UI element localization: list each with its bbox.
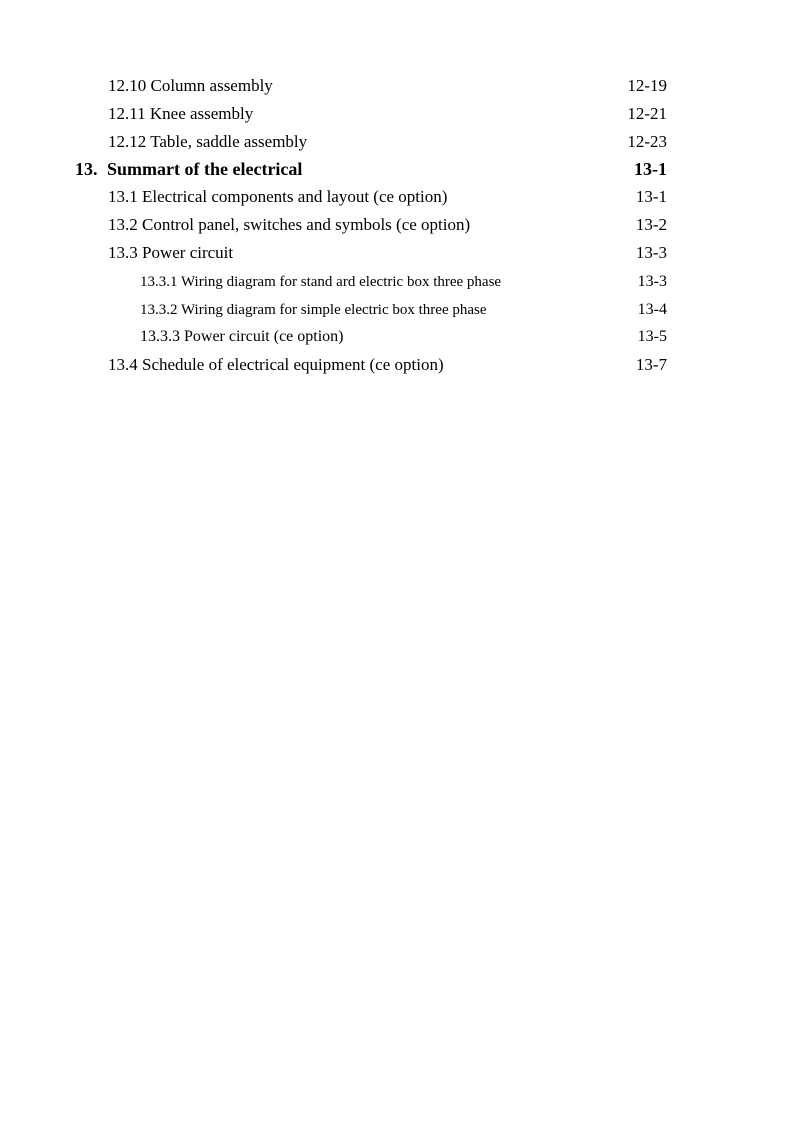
toc-entry-page: 13-1 [635, 187, 667, 206]
toc-entry-title: 12.11 Knee assembly [108, 104, 254, 123]
toc-entry-title: 13.4 Schedule of electrical equipment (ce option) [108, 355, 444, 374]
toc-subentry-page: 13-4 [637, 301, 667, 318]
toc-subentry-title: 13.3.3 Power circuit (ce option) [140, 328, 344, 345]
toc-entry [0, 241, 793, 265]
toc-chapter-title: Summart of the electrical [107, 159, 303, 179]
toc-entry-page: 12-23 [627, 132, 667, 151]
table-of-contents [0, 0, 793, 400]
toc-chapter-page: 13-1 [634, 159, 667, 179]
toc-subentry-page: 13-3 [637, 273, 667, 290]
toc-entry-page: 13-7 [635, 355, 667, 374]
toc-entry-title: 12.12 Table, saddle assembly [108, 132, 308, 151]
toc-entry-page: 13-3 [635, 243, 667, 262]
toc-entry-title: 13.2 Control panel, switches and symbols (ce option) [108, 215, 471, 234]
toc-entry [0, 102, 793, 126]
toc-subentry-title: 13.3.2 Wiring diagram for simple electric box three phase [140, 302, 487, 318]
toc-entry-title: 13.1 Electrical components and layout (ce option) [108, 187, 448, 206]
toc-subentry [0, 270, 793, 294]
toc-entry-title: 12.10 Column assembly [108, 76, 273, 95]
toc-subentry-page: 13-5 [637, 328, 667, 345]
toc-subentry [0, 325, 793, 349]
toc-entry [0, 353, 793, 377]
toc-entry [0, 74, 793, 98]
toc-entry [0, 130, 793, 154]
toc-chapter-heading [0, 157, 793, 181]
toc-entry-page: 13-2 [635, 215, 667, 234]
toc-entry [0, 213, 793, 237]
toc-entry-page: 12-19 [627, 76, 667, 95]
toc-chapter-number: 13. [75, 159, 98, 179]
toc-entry-page: 12-21 [627, 104, 667, 123]
toc-subentry [0, 298, 793, 322]
toc-entry-title: 13.3 Power circuit [108, 243, 234, 262]
toc-subentry-title: 13.3.1 Wiring diagram for stand ard electric box three phase [140, 274, 502, 290]
toc-entry [0, 185, 793, 209]
